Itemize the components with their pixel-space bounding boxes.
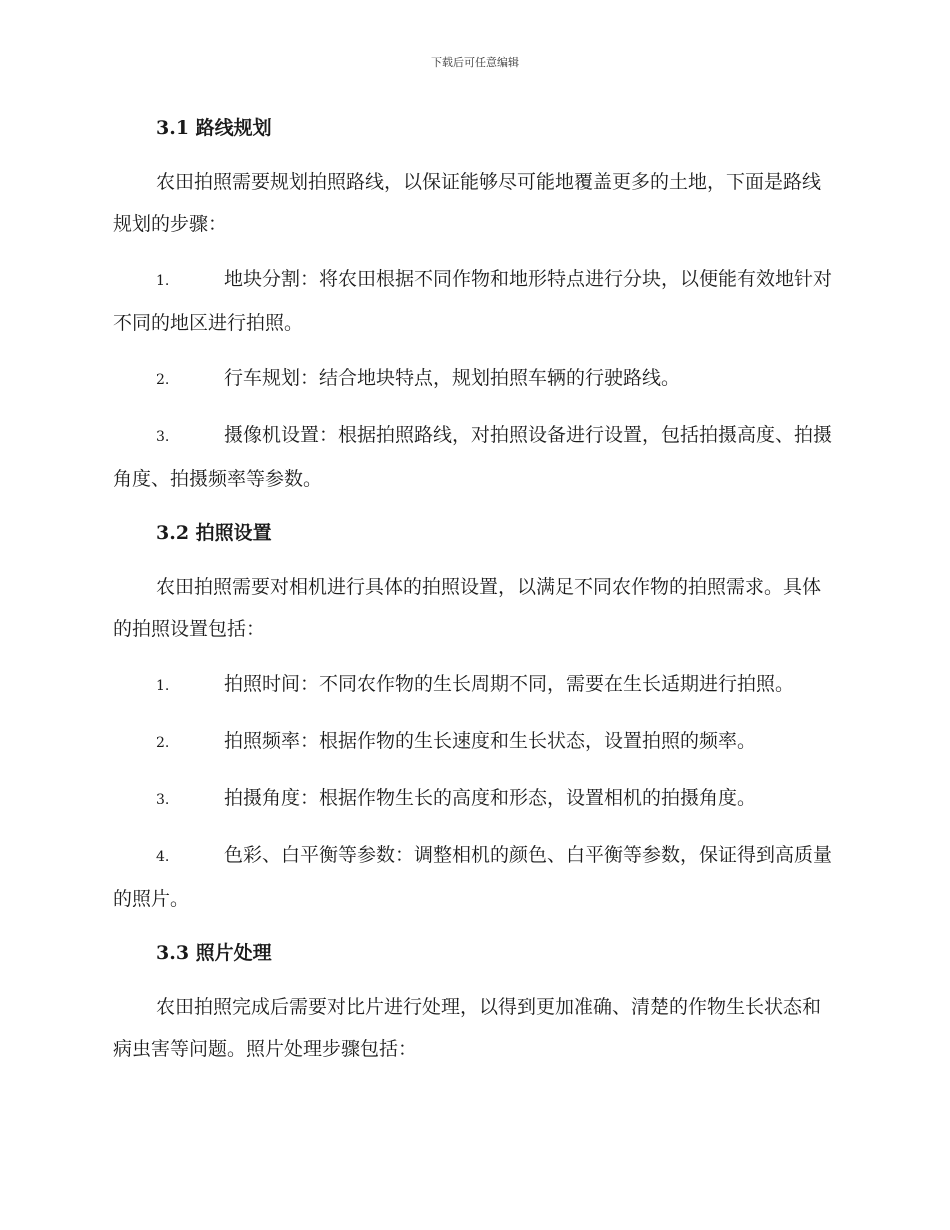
list-item bbox=[113, 834, 833, 920]
list-text: 拍照频率：根据作物的生长速度和生长状态，设置拍照的频率。 bbox=[224, 730, 757, 752]
list-number: 1. bbox=[156, 273, 170, 289]
list-number: 4. bbox=[156, 849, 170, 865]
list-item bbox=[113, 663, 833, 707]
section-heading: 3.2 拍照设置 bbox=[156, 522, 272, 544]
list-item bbox=[113, 414, 833, 500]
list-text: 地块分割：将农田根据不同作物和地形特点进行分块，以便能有效地针对不同的地区进行拍照。 bbox=[113, 268, 833, 334]
list-number: 1. bbox=[156, 678, 170, 694]
list-text: 色彩、白平衡等参数：调整相机的颜色、白平衡等参数，保证得到高质量的照片。 bbox=[113, 844, 833, 910]
list-item bbox=[113, 720, 833, 764]
section-3-3 bbox=[113, 933, 833, 1070]
list-number: 3. bbox=[156, 792, 170, 808]
list-number: 2. bbox=[156, 372, 170, 388]
list-text: 拍摄角度：根据作物生长的高度和形态，设置相机的拍摄角度。 bbox=[224, 787, 757, 809]
section-3-2 bbox=[113, 513, 833, 920]
section-heading: 3.3 照片处理 bbox=[156, 942, 272, 964]
section-3-1 bbox=[113, 108, 833, 500]
list-item bbox=[113, 258, 833, 344]
list-text: 拍照时间：不同农作物的生长周期不同，需要在生长适期进行拍照。 bbox=[224, 673, 795, 695]
section-intro: 农田拍照完成后需要对比片进行处理，以得到更加准确、清楚的作物生长状态和病虫害等问题。照片处理步骤包括： bbox=[113, 996, 822, 1060]
section-heading: 3.1 路线规划 bbox=[156, 117, 272, 139]
list-number: 2. bbox=[156, 735, 170, 751]
page-header: 下载后可任意编辑 bbox=[431, 56, 519, 69]
list-text: 摄像机设置：根据拍照路线，对拍照设备进行设置，包括拍摄高度、拍摄角度、拍摄频率等参数。 bbox=[113, 424, 833, 490]
section-intro: 农田拍照需要对相机进行具体的拍照设置，以满足不同农作物的拍照需求。具体的拍照设置包括： bbox=[113, 576, 822, 640]
section-intro: 农田拍照需要规划拍照路线，以保证能够尽可能地覆盖更多的土地，下面是路线规划的步骤： bbox=[113, 171, 822, 235]
document-body bbox=[113, 108, 833, 1070]
list-text: 行车规划：结合地块特点，规划拍照车辆的行驶路线。 bbox=[224, 367, 681, 389]
list-item bbox=[113, 777, 833, 821]
list-item bbox=[113, 357, 833, 401]
list-number: 3. bbox=[156, 429, 170, 445]
